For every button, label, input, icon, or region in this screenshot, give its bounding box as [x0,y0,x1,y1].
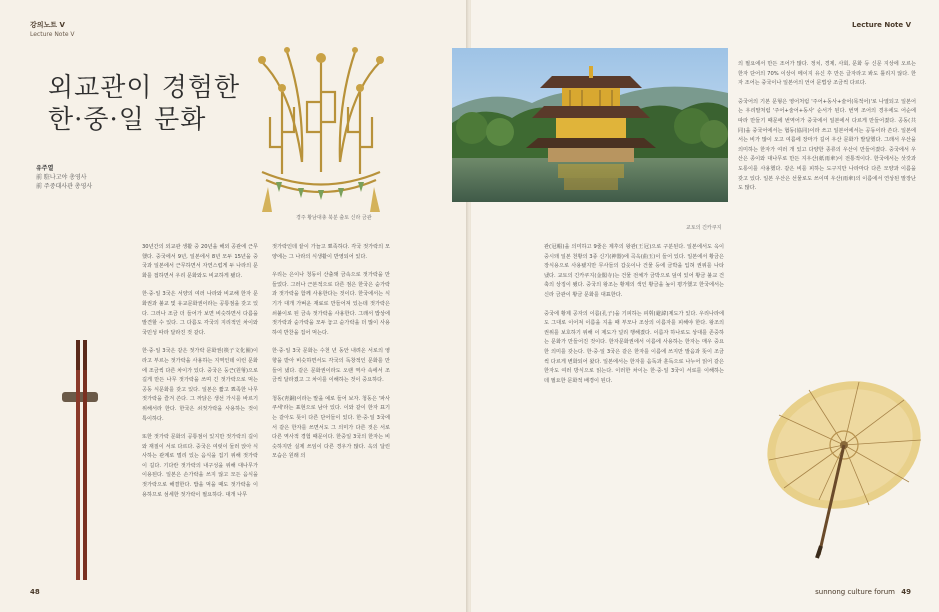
paragraph: 한·중·일 3국은 같은 젓가락 문화권(筷子文化圈)이라고 부르는 젓가락을 사용하는 지역인데 이런 문화에 조금씩 다른 차이가 있다. 중국은 둥근(원형)으로 길게 만든 나무 젓가락을 쓰며 긴 젓가락으로 먹는 공동 식문화를 갖고 있다. 일본은 짧고 뾰족한 나무 젓가락을 즐겨 쓴다. 그 까닭은 생선 가시를 바르기 위해서라 한다. 한국은 쇠젓가락을 사용하는 것이 특이하다. [142,348,258,422]
author-block [36,164,92,191]
paragraph: 중국어의 기본 문형은 영어처럼 '주어+동사+술어(목적어)'로 나열되고 일본어는 우리말처럼 '주어+술어+동사' 순서가 된다. 번역 조어의 경우에도 어순에 따라 만들기 때문에 번역어가 중국에서 일본에서 다르게 만들어졌다. 공동(共同)을 중국어에서는 협동(協同)이라 쓰고 일본어에서는 공동이라 쓴다. 일본에서는 비가 많이 오고 여름에 장마가 길어 우산 문화가 발달했다. 그래서 우산을 의미하는 한자가 여러 개 있고 다양한 종류의 우산이 만들어졌다. 중국에서 우산은 종이와 대나무로 만든 지우산(紙雨傘)이 전통적이다. 한국에서는 삿갓과 도롱이를 사용했다. 같은 비를 피하는 도구지만 나라마다 다른 모양과 이름을 갖고 있다. 일본 우산은 선물로도 쓰이며 우산(雨傘)의 이름에서 연상된 말장난도 많다. [738,98,916,192]
paragraph: 30년간의 외교관 생활 중 20년을 해외 공관에 근무했다. 중국에서 9년, 일본에서 8년 모두 15년을 중국과 일본에서 근무하면서 자연스럽게 두 나라의 문화를 접하면서 우리 문화와도 비교하게 됐다. [142,244,258,279]
crown-caption: 경주 황남대총 북분 출토 신라 금관 [296,215,372,221]
left-running-header [30,21,75,39]
chopsticks-image [58,340,108,580]
left-header-title: 강의노트 V [30,21,65,29]
right-footer [815,588,911,596]
article-title-line1: 외교관이 경험한 [48,73,241,103]
author-title-1: 前 駐나고야 총영사 [36,174,87,181]
right-running-header: Lecture Note V [852,21,911,29]
article-title [48,72,240,136]
kinkakuji-photo [452,48,728,202]
left-page [0,0,468,612]
paragraph: 또한 젓가락 문화의 공통점이 있지만 젓가락의 길이와 재질이 서로 다르다. 중국은 여럿이 둘러 앉아 식사하는 관계로 멀리 있는 음식을 집기 위해 젓가락이 길다. 기다란 젓가락의 내구성을 위해 대나무가 이용된다. 일본은 손가락을 쓰지 않고 모든 음식을 젓가락으로 해결한다. 밥을 먹을 때도 젓가락을 이용하므로 섬세한 젓가락이 필요하다. 대개 나무 [142,434,258,498]
article-title-line2: 한·중·일 문화 [48,105,207,135]
body-column-4 [738,60,916,360]
paragraph: 한·중·일 3국 문화는 수천 년 동안 내려온 서로의 영향을 받아 비슷하면서도 각국의 독창적인 문화를 만들어 냈다. 같은 문화권이라도 오랜 역사 속에서 조금씩 달라졌고 그 차이를 이해하는 것이 중요하다. [272,348,390,384]
paper-umbrella-image [749,360,929,560]
forum-name: sunnong culture forum [815,588,896,596]
paragraph: 중국에 황제 공자의 이름(孔子)을 기피하는 피휘(避諱)제도가 있다. 우리나라에도 그대로 이어져 이름을 지을 때 부모나 조상의 이름자를 피해야 한다. 왕조의 권위를 보호하기 위해 이 제도가 널리 행해졌다. 이름자 하나로도 상대를 존중하는 문화가 만들어진 것이다. 한자문화권에서 이름에 사용하는 한자는 매우 중요한 의미를 갖는다. 한·중·일 3국은 같은 한자를 이름에 쓰지만 발음과 뜻이 조금씩 다르게 변화되어 왔다. 일본에서는 한자를 음독과 훈독으로 나누어 읽어 같은 한자도 여러 방식으로 읽는다. 이러한 차이는 한·중·일 3국이 서로를 이해하는 데 필요한 문화적 배경이 된다. [544,310,724,384]
paragraph: 젓가락인데 끝이 가늘고 뾰족하다. 각국 젓가락의 모양에는 그 나라의 식생활이 반영되어 있다. [272,244,390,260]
author-title-2: 前 주중대사관 총영사 [36,183,93,190]
body-column-1 [142,243,258,583]
right-page-number: 49 [901,588,911,596]
author-name: 유주열 [36,165,54,172]
body-column-2 [272,243,390,583]
photo-caption: 교토의 긴카쿠지 [686,225,722,231]
body-column-3 [544,243,724,583]
paragraph: 의 필요에서 만든 조어가 많다. 정치, 경제, 사회, 문화 등 신문 지상에 오르는 한자 단어의 70% 이상이 메이지 유신 후 만든 글자라고 봐도 틀리지 않다. 한자 조어는 중국이나 일본어의 언어 문법상 조금씩 다르다. [738,61,916,87]
paragraph: 청동(靑銅)이라는 말을 예로 들어 보자. 청동은 '파사쿠세'라는 표현으로 남아 있다. 이와 같이 한자 표기는 같아도 뜻이 다른 단어들이 있다. 한·중·일 3국에서 같은 한자를 쓰면서도 그 의미가 다른 것은 서로 다른 역사적 경험 때문이다. 한중일 3국의 한자는 비슷하지만 실제 쓰임이 다른 경우가 많다. 옥의 달린 모습은 원래 의 [272,395,390,460]
paragraph: 관(冠帽)을 의미하고 9줄은 제후의 왕관(王冠)으로 구분된다. 일본에서도 옥이 중시돼 일본 천황의 3종 신기(神器)에 곡옥(曲玉)이 들어 있다. 일본에서 황금은 장식용으로 사용됐지만 무사들의 갑옷이나 건물 등에 금박을 입혀 권위를 나타냈다. 교토의 긴카쿠지(金閣寺)는 건물 전체가 금박으로 덮여 있어 황금 불교 건축의 상징이 됐다. 중국의 왕조는 황제의 색인 황금을 높이 평가했고 한국에서는 신라 금관이 황금 문화를 대표한다. [544,244,724,298]
paragraph: 우리는 은이나 청동이 산출돼 금속으로 젓가락을 만들었다. 그러나 근본적으로 다른 점은 한국은 숟가락과 젓가락을 함께 사용한다는 것이다. 한국에서는 식기가 대개 가벼운 재료로 만들어져 있는데 젓가락은 쇠붙이로 된 금속 젓가락을 사용한다. 그래서 밥상에 젓가락과 숟가락을 모두 놓고 숟가락을 더 많이 사용하여 반찬을 집어 먹는다. [272,272,390,336]
silla-gold-crown-image [232,22,410,212]
paragraph: 한·중·일 3국은 서양의 여러 나라와 비교해 한자 문화권과 불교 및 유교문화권이라는 공통점을 갖고 있다. 그러나 조금 더 들어가 보면 비슷하면서 다름을 발견할 수 있다. 그 다름도 각국의 지리적인 차이와 국민성 따라 달라진 것 같다. [142,291,258,336]
left-page-number: 48 [30,588,40,596]
left-header-subtitle: Lecture Note V [30,31,75,38]
